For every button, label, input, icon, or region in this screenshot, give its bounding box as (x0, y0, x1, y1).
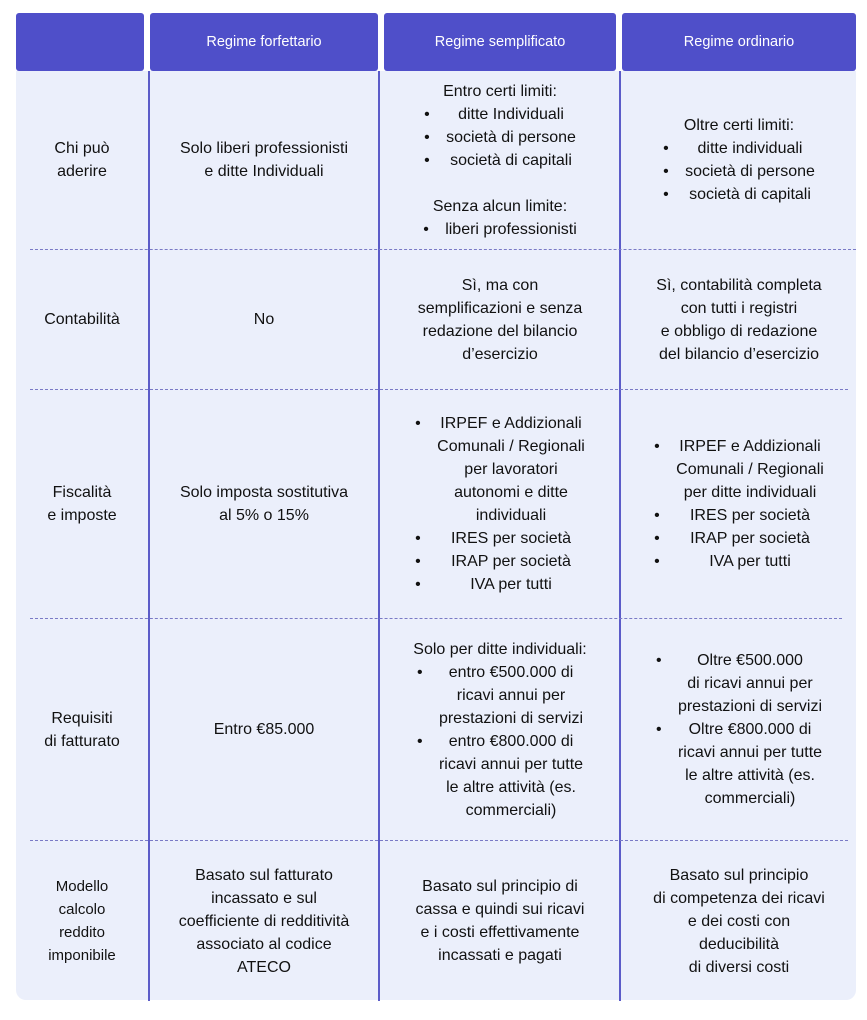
list-item (656, 718, 822, 810)
row-label-modello-calcolo (16, 842, 148, 1000)
row-label-contabilita (16, 250, 148, 389)
cell-line: incassati e pagati (438, 947, 562, 964)
cell-line: del bilancio d’esercizio (658, 345, 820, 363)
cell-line: e ditte Individuali (204, 163, 324, 180)
cell-line: semplificazioni e senza (417, 299, 583, 317)
cell-line: incassato e sul (211, 889, 317, 907)
cell-ordinario-aderire (622, 71, 856, 249)
header-label: Regime semplificato (434, 34, 566, 50)
bullet-list (417, 661, 583, 822)
list-item (415, 573, 585, 596)
cell-ordinario-fiscalita (622, 390, 856, 618)
list-item (656, 649, 822, 718)
item-line: • IRES per società (689, 507, 811, 524)
cell-line: e i costi effettivamente (420, 924, 580, 941)
item-line: per lavoratori (464, 461, 558, 478)
cell-forfettario-contabilita (150, 250, 378, 389)
item-line: • Oltre €500.000 (697, 652, 803, 669)
cell-intro: Solo per ditte individuali: (413, 640, 587, 658)
cell-line: Basato sul fatturato (195, 866, 333, 884)
cell-line: con tutti i registri (680, 299, 798, 317)
list-item (417, 661, 583, 730)
cell-line: al 5% o 15% (219, 507, 309, 524)
label-line: imponibile (48, 947, 116, 964)
item-line: ricavi annui per (456, 686, 566, 704)
cell-line: associato al codice (196, 935, 332, 953)
cell-line: deducibilità (698, 935, 780, 953)
list-item (415, 527, 585, 550)
item-line: individuali (475, 507, 547, 524)
cell-intro: Oltre certi limiti: (683, 117, 795, 134)
item-line: ricavi annui per tutte (438, 755, 584, 773)
cell-forfettario-modello (150, 842, 378, 1000)
item-line: • IRES per società (450, 530, 572, 547)
label-line: e imposte (47, 507, 117, 524)
item-line: • IVA per tutti (470, 576, 552, 593)
cell-line: No (253, 311, 275, 328)
cell-ordinario-modello (622, 842, 856, 1000)
label-line: Requisiti (51, 709, 113, 727)
bullet-list (415, 412, 585, 596)
label-line: reddito (59, 924, 105, 941)
label-line: di fatturato (44, 732, 120, 750)
bullet-list (663, 137, 815, 206)
label-line: Modello (55, 878, 109, 895)
list-item (654, 435, 824, 504)
list-item (654, 527, 824, 550)
item-line: • IRAP per società (451, 553, 571, 570)
item-line: per ditte individuali (683, 484, 817, 501)
cell-line: Sì, ma con (461, 276, 539, 294)
cell-line: e obbligo di redazione (660, 322, 818, 340)
header-regime-forfettario (150, 13, 378, 71)
header-label: Regime forfettario (206, 34, 322, 50)
cell-intro: Entro certi limiti: (443, 82, 557, 100)
list-item: • società di persone (663, 160, 815, 183)
cell-forfettario-fatturato (150, 619, 378, 840)
header-regime-ordinario (622, 13, 856, 71)
bullet-list (423, 218, 577, 241)
list-item (654, 550, 824, 573)
item-line: le altre attività (es. (685, 767, 815, 784)
label-line: Contabilità (44, 311, 120, 328)
bullet-list (656, 649, 822, 810)
cell-line: cassa e quindi sui ricavi (415, 901, 585, 918)
cell-line: Entro €85.000 (213, 721, 315, 738)
list-item: • ditte individuali (663, 137, 815, 160)
cell-forfettario-fiscalita (150, 390, 378, 618)
list-item: • liberi professionisti (423, 218, 577, 241)
list-item: • società di capitali (663, 183, 815, 206)
item-line: • entro €500.000 di (448, 663, 574, 681)
item-line: • IRAP per società (690, 530, 810, 547)
item-line: di ricavi annui per (687, 675, 813, 692)
list-item (417, 730, 583, 822)
item-line: Comunali / Regionali (437, 438, 585, 455)
header-corner-cell (16, 13, 144, 71)
list-item (415, 550, 585, 573)
cell-line: Solo imposta sostitutiva (179, 484, 349, 501)
cell-line: coefficiente di redditività (178, 912, 350, 930)
cell-ordinario-contabilita (622, 250, 856, 389)
item-line: ricavi annui per tutte (677, 744, 823, 761)
cell-semplificato-contabilita (380, 250, 620, 389)
label-line: Chi può (54, 140, 110, 157)
row-label-fiscalita (16, 390, 148, 618)
row-label-requisiti-fatturato (16, 619, 148, 840)
item-line: prestazioni di servizi (677, 698, 823, 715)
list-item: • ditte Individuali (424, 103, 576, 126)
cell-line: redazione del bilancio (422, 322, 578, 340)
item-line: commerciali) (465, 801, 557, 819)
item-line: • entro €800.000 di (448, 732, 574, 750)
cell-ordinario-fatturato (622, 619, 856, 840)
cell-line: Basato sul principio (669, 866, 809, 884)
cell-semplificato-fatturato (380, 619, 620, 840)
cell-line: Basato sul principio di (422, 878, 578, 895)
cell-line: Sì, contabilità completa (656, 276, 822, 294)
item-line: • IRPEF e Addizionali (679, 438, 821, 455)
item-line: autonomi e ditte (454, 484, 568, 501)
bullet-list (424, 103, 576, 172)
bullet-list (654, 435, 824, 573)
item-line: le altre attività (es. (446, 778, 576, 796)
cell-intro: Senza alcun limite: (432, 197, 568, 215)
label-line: aderire (57, 163, 107, 180)
cell-line: ATECO (237, 958, 291, 976)
item-line: prestazioni di servizi (438, 709, 584, 727)
row-label-chi-puo-aderire (16, 71, 148, 249)
cell-line: di competenza dei ricavi (653, 889, 825, 907)
list-item: • società di persone (424, 126, 576, 149)
cell-semplificato-modello (380, 842, 620, 1000)
cell-line: di diversi costi (688, 958, 790, 976)
header-label: Regime ordinario (683, 34, 795, 50)
list-item (415, 412, 585, 527)
item-line: • IVA per tutti (709, 553, 791, 570)
cell-forfettario-aderire (150, 71, 378, 249)
header-regime-semplificato (384, 13, 616, 71)
cell-line: Solo liberi professionisti (179, 140, 349, 157)
list-item: • società di capitali (424, 149, 576, 172)
list-item (654, 504, 824, 527)
cell-semplificato-aderire (380, 71, 620, 249)
item-line: commerciali) (704, 790, 796, 807)
item-line: • IRPEF e Addizionali (440, 415, 582, 432)
label-line: Fiscalità (52, 484, 112, 501)
cell-line: e dei costi con (687, 912, 791, 930)
cell-line: d’esercizio (462, 345, 538, 363)
cell-semplificato-fiscalita (380, 390, 620, 618)
item-line: Comunali / Regionali (676, 461, 824, 478)
label-line: calcolo (58, 901, 106, 918)
item-line: • Oltre €800.000 di (688, 721, 812, 738)
row-divider (30, 840, 848, 841)
